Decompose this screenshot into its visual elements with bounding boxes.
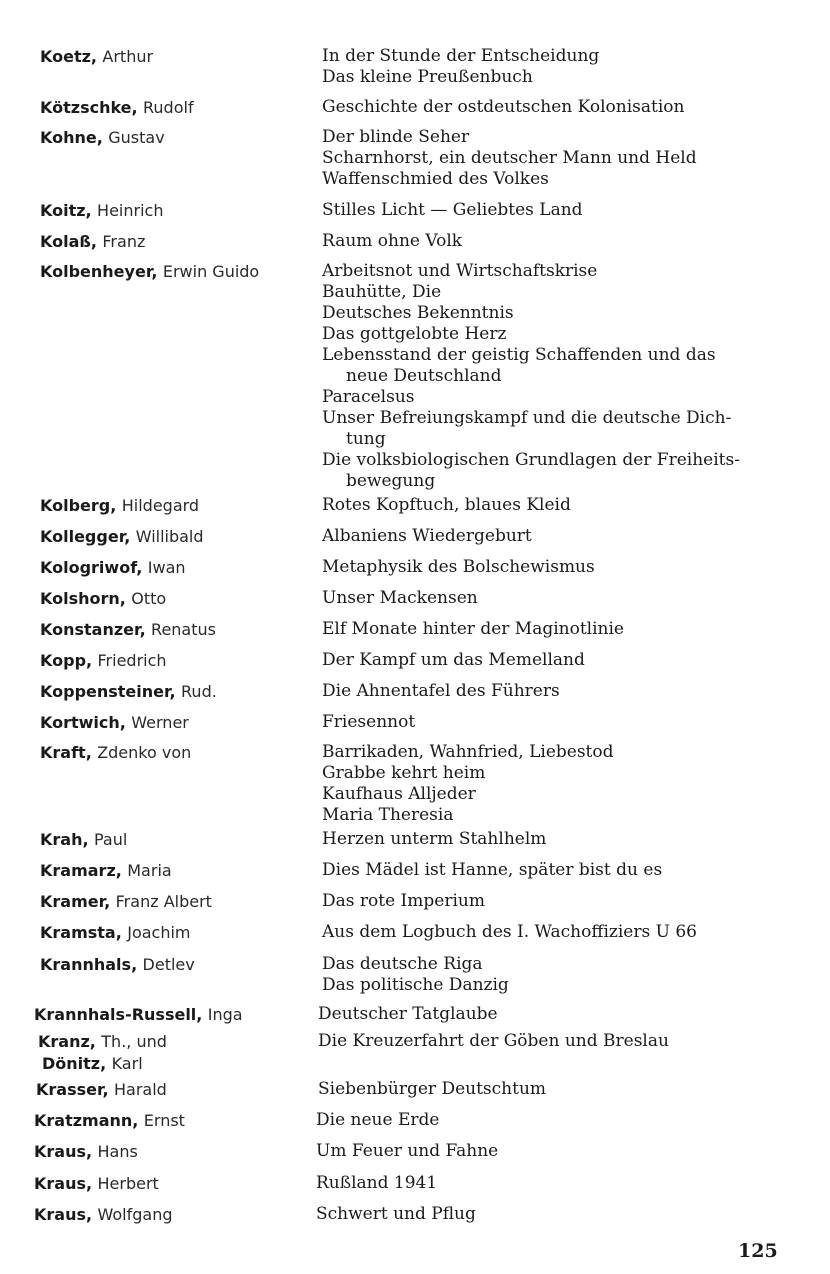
book-title: Rotes Kopftuch, blaues Kleid — [322, 495, 571, 515]
book-title: Herzen unterm Stahlhelm — [322, 829, 547, 849]
author-surname: Kolbenheyer, — [40, 262, 158, 281]
book-title: Das politische Danzig — [322, 975, 509, 995]
title-list — [322, 954, 802, 996]
author — [34, 1004, 304, 1026]
author-given-name: Heinrich — [97, 201, 164, 220]
book-title: Kaufhaus Alljeder — [322, 784, 476, 804]
author-surname: Kologriwof, — [40, 558, 143, 577]
title-list — [322, 650, 802, 671]
author-given-name: Wolfgang — [97, 1205, 173, 1224]
author — [40, 619, 310, 641]
author-given-name: Joachim — [127, 923, 191, 942]
title-list — [322, 231, 802, 252]
book-title: Albaniens Wiedergeburt — [322, 526, 532, 546]
title-list — [322, 619, 802, 640]
author-surname: Krannhals, — [40, 955, 138, 974]
book-title: Das rote Imperium — [322, 891, 485, 911]
book-title: Das kleine Preußenbuch — [322, 67, 533, 87]
author — [40, 46, 310, 68]
book-title: Barrikaden, Wahnfried, Liebestod — [322, 742, 614, 762]
title-list — [322, 742, 802, 826]
author-given-name: Paul — [93, 830, 128, 849]
co-author — [38, 1053, 308, 1075]
author — [34, 1173, 304, 1195]
title-list — [322, 712, 802, 733]
author — [40, 526, 310, 548]
author — [40, 557, 310, 579]
author-given-name: Th., und — [101, 1032, 167, 1051]
author-given-name: Maria — [127, 861, 172, 880]
book-title: Siebenbürger Deutschtum — [318, 1079, 547, 1099]
book-title: Die Kreuzerfahrt der Göben und Breslau — [318, 1031, 669, 1051]
author — [38, 1031, 308, 1075]
book-title: Dies Mädel ist Hanne, später bist du es — [322, 860, 663, 880]
author-surname: Kranz, — [38, 1032, 96, 1051]
author — [36, 1079, 306, 1101]
author-given-name: Rudolf — [143, 98, 194, 117]
title-list — [322, 127, 802, 190]
author-surname: Kraus, — [34, 1205, 93, 1224]
title-list — [322, 860, 802, 881]
book-title: Unser Mackensen — [322, 588, 478, 608]
co-author-given-name: Karl — [111, 1054, 143, 1073]
book-title: Maria Theresia — [322, 805, 454, 825]
author-given-name: Hans — [97, 1142, 138, 1161]
title-list — [318, 1004, 798, 1025]
author — [40, 829, 310, 851]
author-given-name: Herbert — [97, 1174, 159, 1193]
title-list — [322, 588, 802, 609]
title-list — [322, 922, 802, 943]
author — [40, 231, 310, 253]
book-title: Das deutsche Riga — [322, 954, 483, 974]
author — [40, 860, 310, 882]
book-title: Paracelsus — [322, 387, 415, 407]
author-surname: Kramarz, — [40, 861, 122, 880]
book-title: Arbeitsnot und Wirtschaftskrise — [322, 261, 598, 281]
author-surname: Krasser, — [36, 1080, 109, 1099]
author-given-name: Werner — [131, 713, 189, 732]
author — [40, 588, 310, 610]
book-title: Stilles Licht — Geliebtes Land — [322, 200, 583, 220]
title-list — [316, 1204, 796, 1225]
author-given-name: Inga — [207, 1005, 243, 1024]
author-given-name: Zdenko von — [97, 743, 192, 762]
author — [40, 742, 310, 764]
author — [40, 200, 310, 222]
author — [40, 495, 310, 517]
author — [40, 261, 310, 283]
author — [40, 97, 310, 119]
author-given-name: Renatus — [151, 620, 216, 639]
author-surname: Kraus, — [34, 1142, 93, 1161]
title-list — [322, 681, 802, 702]
book-title: Das gottgelobte Herz — [322, 324, 507, 344]
author-surname: Koppensteiner, — [40, 682, 176, 701]
author — [34, 1110, 304, 1132]
book-title: Um Feuer und Fahne — [316, 1141, 499, 1161]
author — [40, 922, 310, 944]
author — [40, 712, 310, 734]
author-given-name: Otto — [131, 589, 167, 608]
author-surname: Kolberg, — [40, 496, 117, 515]
author-given-name: Gustav — [108, 128, 165, 147]
book-title: Scharnhorst, ein deutscher Mann und Held — [322, 148, 697, 168]
title-list — [318, 1031, 798, 1052]
book-title: Bauhütte, Die — [322, 282, 442, 302]
book-title: In der Stunde der Entscheidung — [322, 46, 600, 66]
title-list — [322, 557, 802, 578]
author-surname: Kramer, — [40, 892, 111, 911]
book-title-continuation: neue Deutschland — [346, 366, 502, 386]
page-number: 125 — [738, 1240, 778, 1262]
title-list — [318, 1079, 798, 1100]
title-list — [322, 200, 802, 221]
title-list — [322, 495, 802, 516]
author-surname: Koitz, — [40, 201, 92, 220]
author — [40, 891, 310, 913]
author-surname: Kratzmann, — [34, 1111, 139, 1130]
author — [40, 650, 310, 672]
book-title: Die volksbiologischen Grundlagen der Freiheits- — [322, 450, 740, 470]
book-title: Lebensstand der geistig Schaffenden und das — [322, 345, 716, 365]
title-list — [322, 526, 802, 547]
title-list — [316, 1141, 796, 1162]
book-title: Raum ohne Volk — [322, 231, 463, 251]
book-title: Metaphysik des Bolschewismus — [322, 557, 595, 577]
author-surname: Kraus, — [34, 1174, 93, 1193]
book-title: Deutsches Bekenntnis — [322, 303, 514, 323]
author-surname: Krannhals-Russell, — [34, 1005, 203, 1024]
book-title: Friesennot — [322, 712, 416, 732]
title-list — [322, 46, 802, 88]
book-title: Grabbe kehrt heim — [322, 763, 486, 783]
author-given-name: Hildegard — [121, 496, 200, 515]
author — [40, 954, 310, 976]
book-title: Der blinde Seher — [322, 127, 470, 147]
author-given-name: Franz — [102, 232, 146, 251]
book-title: Aus dem Logbuch des I. Wachoffiziers U 66 — [322, 922, 697, 942]
author-surname: Kopp, — [40, 651, 93, 670]
title-list — [316, 1110, 796, 1131]
book-title: Der Kampf um das Memelland — [322, 650, 585, 670]
author-surname: Kolshorn, — [40, 589, 126, 608]
book-title: Unser Befreiungskampf und die deutsche Dich- — [322, 408, 732, 428]
author — [40, 681, 310, 703]
author-surname: Krah, — [40, 830, 89, 849]
title-list — [322, 97, 802, 118]
author-given-name: Detlev — [142, 955, 195, 974]
author-given-name: Friedrich — [97, 651, 167, 670]
author-surname: Kraft, — [40, 743, 92, 762]
author-given-name: Arthur — [102, 47, 154, 66]
title-list — [322, 891, 802, 912]
book-title: Rußland 1941 — [316, 1173, 438, 1193]
author-given-name: Ernst — [143, 1111, 185, 1130]
author-given-name: Willibald — [135, 527, 204, 546]
author-surname: Kolaß, — [40, 232, 97, 251]
author-surname: Kohne, — [40, 128, 103, 147]
book-title: Die neue Erde — [316, 1110, 440, 1130]
co-author-surname: Dönitz, — [42, 1054, 107, 1073]
title-list — [316, 1173, 796, 1194]
author — [40, 127, 310, 149]
book-title: Geschichte der ostdeutschen Kolonisation — [322, 97, 685, 117]
book-title: Elf Monate hinter der Maginotlinie — [322, 619, 624, 639]
book-title-continuation: bewegung — [346, 471, 436, 491]
author-given-name: Harald — [114, 1080, 167, 1099]
book-title: Deutscher Tatglaube — [318, 1004, 498, 1024]
author-surname: Kötzschke, — [40, 98, 138, 117]
book-title: Schwert und Pflug — [316, 1204, 476, 1224]
author-given-name: Rud. — [181, 682, 217, 701]
author-surname: Kramsta, — [40, 923, 122, 942]
book-title-continuation: tung — [346, 429, 386, 449]
author-surname: Kortwich, — [40, 713, 126, 732]
author-given-name: Erwin Guido — [162, 262, 260, 281]
author — [34, 1204, 304, 1226]
author-surname: Koetz, — [40, 47, 97, 66]
author-surname: Kollegger, — [40, 527, 131, 546]
title-list — [322, 829, 802, 850]
author — [34, 1141, 304, 1163]
book-title: Die Ahnentafel des Führers — [322, 681, 560, 701]
book-title: Waffenschmied des Volkes — [322, 169, 549, 189]
title-list — [322, 261, 802, 492]
author-surname: Konstanzer, — [40, 620, 146, 639]
author-given-name: Franz Albert — [115, 892, 212, 911]
author-given-name: Iwan — [147, 558, 186, 577]
